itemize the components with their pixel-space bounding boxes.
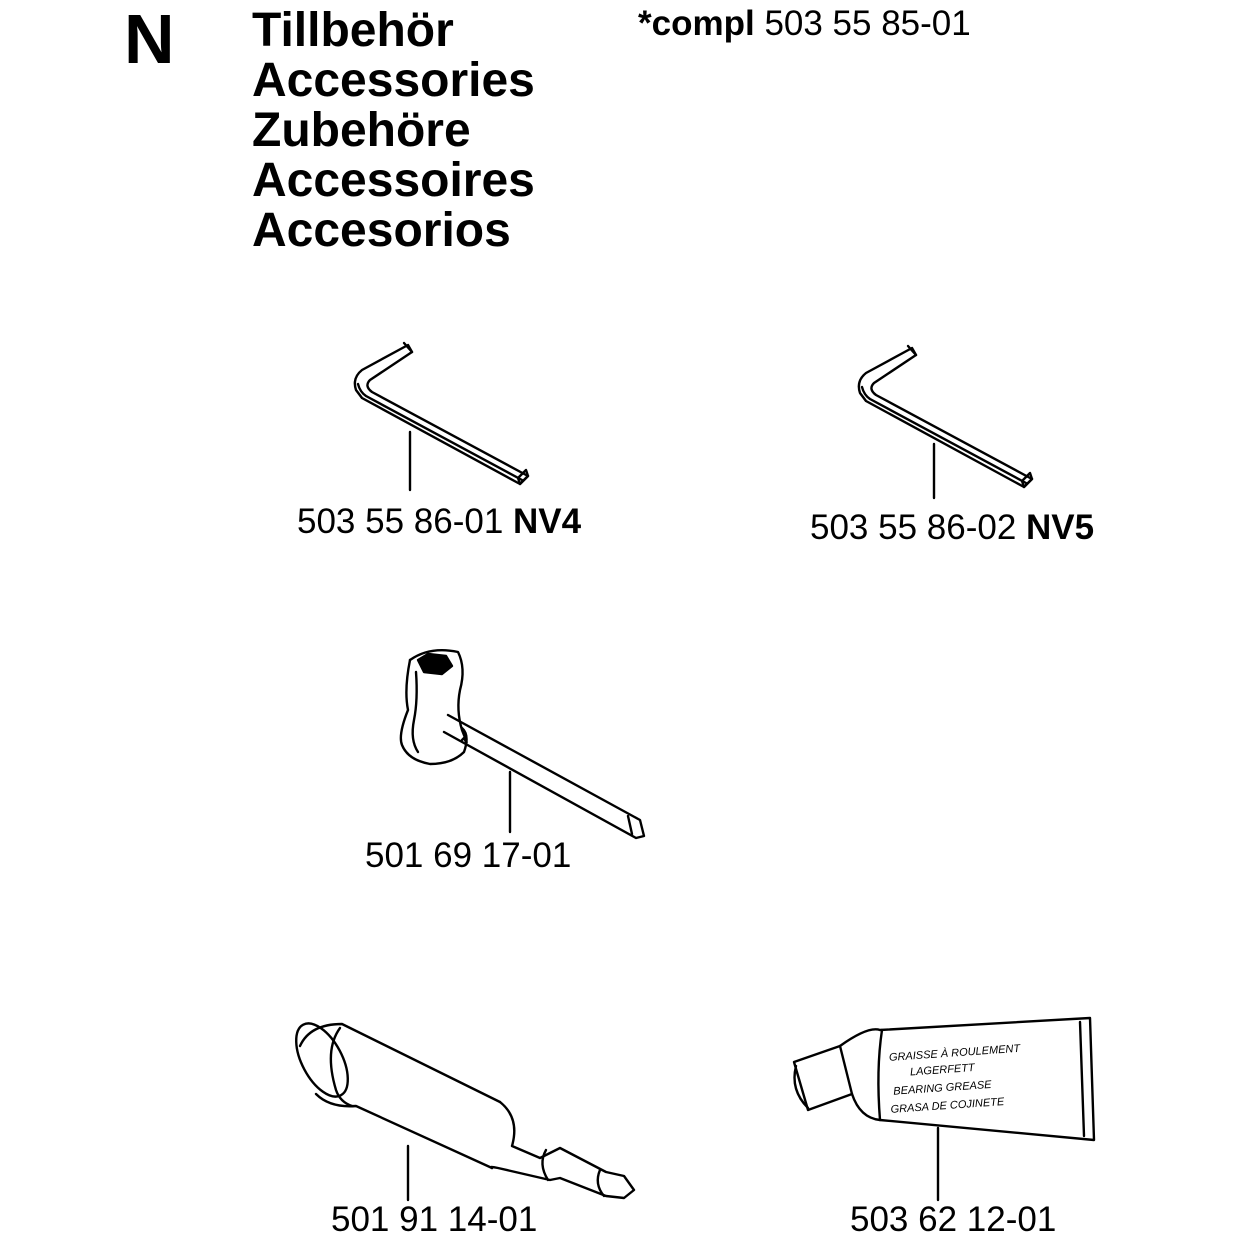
hex-key-icon <box>859 346 1032 498</box>
tube-label-line-3: BEARING GREASE <box>892 1078 992 1098</box>
tube-label-line-2: LAGERFETT <box>909 1061 976 1079</box>
title-spanish: Accesorios <box>252 204 511 257</box>
part-label-hex-key-nv4 <box>297 504 581 539</box>
part-label-grease-tube <box>850 1202 1056 1237</box>
part-number: 501 91 14-01 <box>331 1200 538 1239</box>
part-label-combination-spanner <box>365 838 571 873</box>
compl-prefix: *compl <box>638 4 755 43</box>
title-english: Accessories <box>252 54 535 107</box>
part-label-hex-key-nv5 <box>810 510 1094 545</box>
part-suffix: NV5 <box>1026 508 1095 547</box>
hex-key-icon <box>355 343 528 490</box>
title-swedish: Tillbehör <box>252 4 454 57</box>
title-german: Zubehöre <box>252 104 471 157</box>
part-number: 503 55 86-02 <box>810 508 1017 547</box>
tube-label-line-4: GRASA DE COJINETE <box>890 1096 1005 1116</box>
part-number: 501 69 17-01 <box>365 836 572 875</box>
grease-gun-icon <box>286 1015 634 1200</box>
title-french: Accessoires <box>252 154 535 207</box>
part-label-grease-gun <box>331 1202 537 1237</box>
tube-label-line-1: GRAISSE À ROULEMENT <box>888 1042 1021 1064</box>
part-number: 503 62 12-01 <box>850 1200 1057 1239</box>
part-number: 503 55 86-01 <box>297 502 504 541</box>
combination-spanner-icon <box>401 650 644 838</box>
compl-number: 503 55 85-01 <box>764 4 971 43</box>
part-suffix: NV4 <box>513 502 582 541</box>
section-letter: N <box>124 0 175 78</box>
